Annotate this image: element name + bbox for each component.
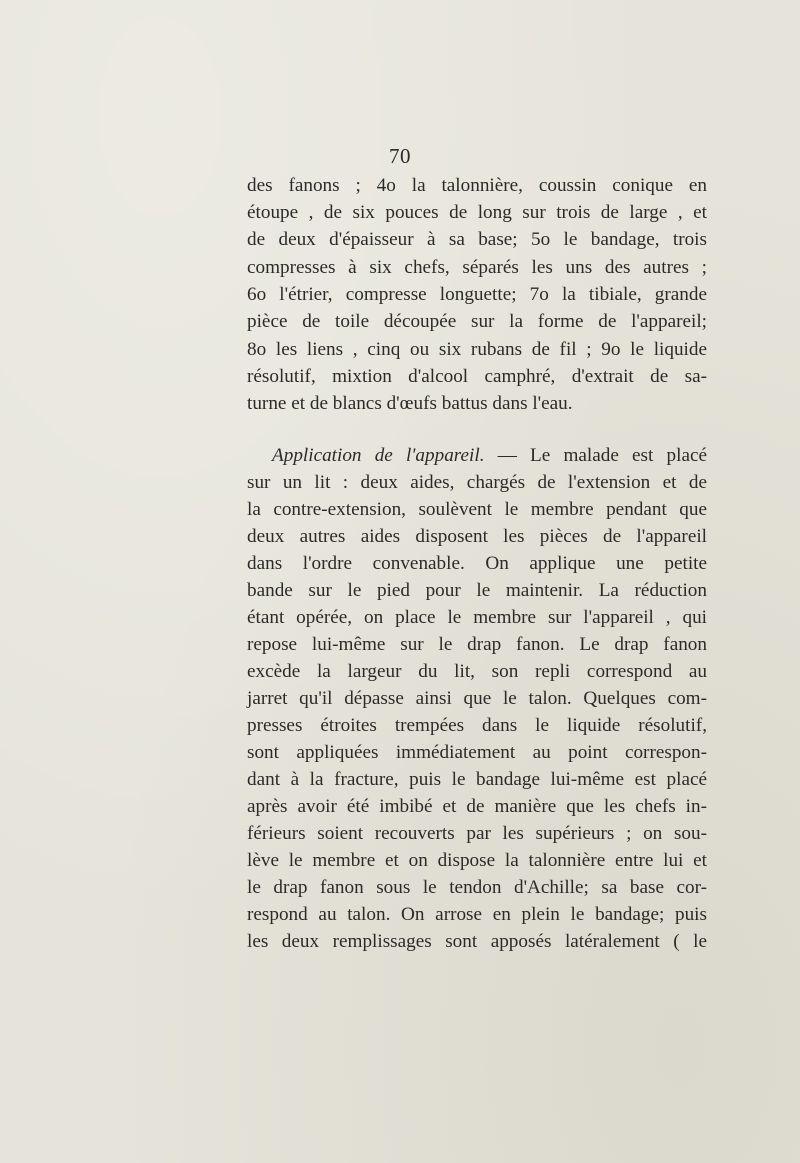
- text-line: le drap fanon sous le tendon d'Achille; sa base cor-: [247, 877, 707, 898]
- text-span: — Le malade est placé: [484, 445, 707, 466]
- text-line: sur un lit : deux aides, chargés de l'extension et de: [247, 472, 707, 493]
- text-line: respond au talon. On arrose en plein le bandage; puis: [247, 904, 707, 925]
- text-line: résolutif, mixtion d'alcool camphré, d'extrait de sa-: [247, 366, 707, 387]
- text-line: excède la largeur du lit, son repli correspond au: [247, 661, 707, 682]
- text-line: dant à la fracture, puis le bandage lui-même est placé: [247, 769, 707, 790]
- text-line: dans l'ordre convenable. On applique une petite: [247, 553, 707, 574]
- text-line: repose lui-même sur le drap fanon. Le drap fanon: [247, 634, 707, 655]
- text-line: 6o l'étrier, compresse longuette; 7o la tibiale, grande: [247, 284, 707, 305]
- section-heading: Application de l'appareil.: [272, 445, 485, 466]
- text-line: deux autres aides disposent les pièces de l'appareil: [247, 526, 707, 547]
- paragraph-opening-line: [272, 443, 707, 469]
- text-line: les deux remplissages sont apposés latéralement ( le: [247, 931, 707, 952]
- text-line: compresses à six chefs, séparés les uns des autres ;: [247, 257, 707, 278]
- text-line: lève le membre et on dispose la talonnière entre lui et: [247, 850, 707, 871]
- text-line: la contre-extension, soulèvent le membre pendant que: [247, 499, 707, 520]
- text-line: étoupe , de six pouces de long sur trois de large , et: [247, 202, 707, 223]
- text-line: pièce de toile découpée sur la forme de l'appareil;: [247, 311, 707, 332]
- text-line: férieurs soient recouverts par les supérieurs ; on sou-: [247, 823, 707, 844]
- text-line: 8o les liens , cinq ou six rubans de fil ; 9o le liquide: [247, 339, 707, 360]
- text-line: sont appliquées immédiatement au point correspon-: [247, 742, 707, 763]
- text-line: des fanons ; 4o la talonnière, coussin conique en: [247, 175, 707, 196]
- text-line: de deux d'épaisseur à sa base; 5o le bandage, trois: [247, 229, 707, 250]
- text-line: presses étroites trempées dans le liquide résolutif,: [247, 715, 707, 736]
- text-line: jarret qu'il dépasse ainsi que le talon. Quelques com-: [247, 688, 707, 709]
- text-line: étant opérée, on place le membre sur l'appareil , qui: [247, 607, 707, 628]
- text-line: bande sur le pied pour le maintenir. La réduction: [247, 580, 707, 601]
- text-line: après avoir été imbibé et de manière que les chefs in-: [247, 796, 707, 817]
- page-number: 70: [389, 144, 411, 168]
- text-line: turne et de blancs d'œufs battus dans l'eau.: [247, 393, 573, 414]
